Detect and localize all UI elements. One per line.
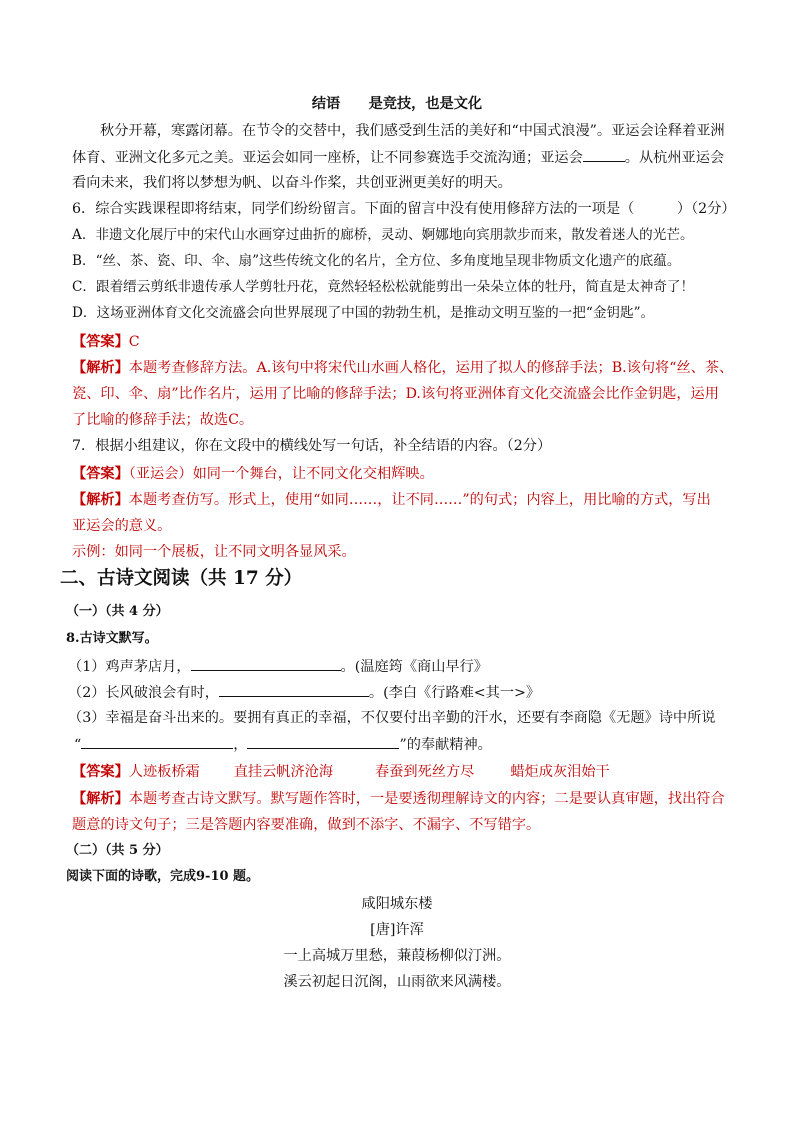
conclusion-para-line2 xyxy=(72,147,724,168)
q7-stem: 7．根据小组建议，你在文段中的横线处写一句话，补全结语的内容。（2分） xyxy=(72,438,552,454)
q8-item2-prefix: （2）长风破浪会有时， xyxy=(68,685,219,701)
q8-title: 8.古诗文默写。 xyxy=(66,631,158,646)
q8-analysis-line2: 题意的诗文句子；三是答题内容要准确，做到不添字、不漏字、不写错字。 xyxy=(72,817,541,833)
analysis-tag: 【解析】 xyxy=(72,360,129,376)
poem-title: 咸阳城东楼 xyxy=(361,896,433,912)
q7-analysis-line2: 亚运会的意义。 xyxy=(72,518,172,534)
q8-answer-3: 春蚕到死丝方尽 xyxy=(375,764,475,780)
q8-item2 xyxy=(68,682,540,703)
q8-answer-1: 人迹板桥霜 xyxy=(128,764,200,780)
reading-instruction: 阅读下面的诗歌，完成9-10 题。 xyxy=(66,869,260,884)
q6-analysis-text1: 本题考查修辞方法。A.该句中将宋代山水画人格化，运用了拟人的修辞手法；B.该句将“丝、茶、 xyxy=(128,360,734,376)
conclusion-para-line1: 秋分开幕，寒露闭幕。在节令的交替中，我们感受到生活的美好和“中国式浪漫”。亚运会诠释着亚洲 xyxy=(100,123,725,139)
section2-part1-title: （一）（共 4 分） xyxy=(66,604,169,619)
conclusion-title: 结语 是竞技，也是文化 xyxy=(311,96,483,112)
q7-answer-value: （亚运会）如同一个舞台，让不同文化交相辉映。 xyxy=(128,466,434,482)
poem-line1: 一上高城万里愁，蒹葭杨柳似汀洲。 xyxy=(283,948,511,964)
q6-option-a: A．非遗文化展厅中的宋代山水画穿过曲折的廊桥，灵动、婀娜地向宾朋款步而来，散发着迷人的光芒。 xyxy=(72,227,694,243)
q8-item2-source: 。(李白《行路难<其一>》 xyxy=(368,685,541,701)
q6-option-b: B．“丝、茶、瓷、印、伞、扇”这些传统文化的名片，全方位、多角度地呈现非物质文化遗产的底蕴。 xyxy=(72,253,681,269)
section2-part2-title: （二）（共 5 分） xyxy=(66,843,169,858)
q8-analysis-line1 xyxy=(72,789,725,809)
q6-analysis-line2: 瓷、印、伞、扇”比作名片，运用了比喻的修辞手法；D.该句将亚洲体育文化交流盛会比作金钥匙，运用 xyxy=(72,386,719,402)
q8-answer-2: 直挂云帆济沧海 xyxy=(233,764,334,780)
answer-tag: 【答案】 xyxy=(72,764,129,780)
q8-answer xyxy=(72,762,610,782)
fill-blank xyxy=(247,734,399,749)
q8-item3-tail: ”的奉献精神。 xyxy=(399,737,492,753)
fill-blank xyxy=(219,682,369,697)
fill-blank xyxy=(191,656,341,671)
q6-option-c: C．跟着缙云剪纸非遗传承人学剪牡丹花，竟然轻轻松松就能剪出一朵朵立体的牡丹，简直是太神奇了！ xyxy=(72,279,695,295)
poem-author: [唐]许浑 xyxy=(370,922,424,938)
q8-item3-line2 xyxy=(74,734,492,755)
q6-answer-value: C xyxy=(128,334,140,350)
fill-blank xyxy=(81,734,233,749)
q6-analysis-line3: 了比喻的修辞手法；故选C。 xyxy=(72,412,254,428)
conclusion-para-line3: 看向未来，我们将以梦想为帆、以奋斗作桨，共创亚洲更美好的明天。 xyxy=(72,175,512,191)
answer-tag: 【答案】 xyxy=(72,466,129,482)
open-quote: “ xyxy=(74,737,82,753)
q7-analysis-text1: 本题考查仿写。形式上，使用“如同……，让不同……”的句式；内容上，用比喻的方式，写出 xyxy=(128,492,711,508)
analysis-tag: 【解析】 xyxy=(72,492,129,508)
q8-item3-line1: （3）幸福是奋斗出来的。要拥有真正的幸福，不仅要付出辛勤的汗水，还要有李商隐《无题》诗中所说 xyxy=(68,710,716,726)
answer-tag: 【答案】 xyxy=(72,334,129,350)
q6-option-d: D．这场亚洲体育文化交流盛会向世界展现了中国的勃勃生机，是推动文明互鉴的一把“金钥匙”。 xyxy=(72,305,655,321)
q6-stem: 6．综合实践课程即将结束，同学们纷纷留言。下面的留言中没有使用修辞方法的一项是（ ）（2分） xyxy=(72,201,736,217)
q6-analysis-line1 xyxy=(72,358,733,378)
section2-title: 二、古诗文阅读（共 17 分） xyxy=(60,568,303,589)
q8-item1-prefix: （1）鸡声茅店月， xyxy=(68,659,191,675)
conclusion-para-line2-end: 。从杭州亚运会 xyxy=(624,150,725,166)
fill-blank xyxy=(583,147,625,162)
comma: ， xyxy=(233,737,248,753)
q7-analysis-line1 xyxy=(72,490,711,510)
poem-line2: 溪云初起日沉阁，山雨欲来风满楼。 xyxy=(283,974,511,990)
conclusion-para-line2-text: 体育、亚洲文化多元之美。亚运会如同一座桥，让不同参赛选手交流沟通；亚运会 xyxy=(72,150,583,166)
q7-example: 示例：如同一个展板，让不同文明各显风采。 xyxy=(72,544,356,560)
analysis-tag: 【解析】 xyxy=(72,791,129,807)
q8-analysis-text1: 本题考查古诗文默写。默写题作答时，一是要透彻理解诗文的内容；二是要认真审题，找出符合 xyxy=(128,791,725,807)
q7-answer xyxy=(72,464,434,484)
q8-item1 xyxy=(68,656,488,677)
q8-answer-4: 蜡炬成灰泪始干 xyxy=(510,764,610,780)
q6-answer xyxy=(72,332,140,352)
q8-item1-source: 。(温庭筠《商山早行》 xyxy=(340,659,488,675)
